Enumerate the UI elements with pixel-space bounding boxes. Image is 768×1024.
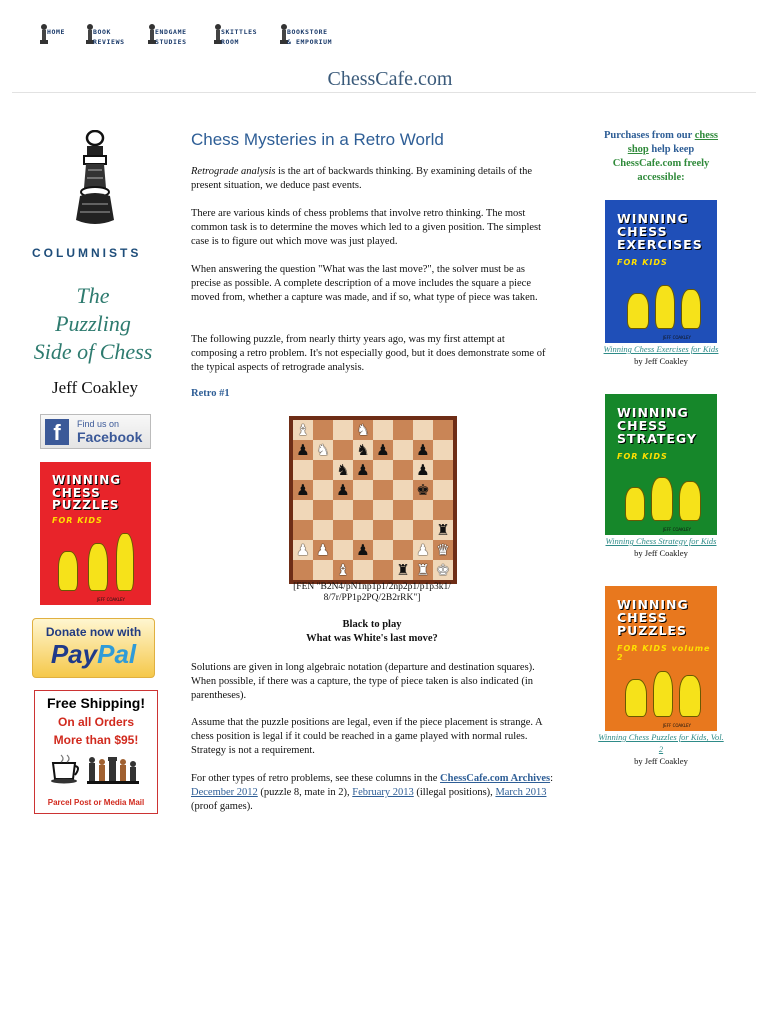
black-pawn-icon: ♟ bbox=[293, 480, 313, 500]
board-square bbox=[373, 520, 393, 540]
board-square bbox=[313, 480, 333, 500]
white-bishop-icon: ♝ bbox=[333, 560, 353, 580]
book-title: WINNING CHESS PUZZLES bbox=[617, 597, 689, 639]
board-square bbox=[433, 420, 453, 440]
puzzle-instruction: Black to play bbox=[342, 619, 402, 630]
book-cover-winning-chess-puzzles[interactable] bbox=[40, 462, 151, 605]
paypal-donate-label: Donate now with bbox=[45, 625, 142, 639]
board-square bbox=[313, 560, 333, 580]
article-paragraph: The following puzzle, from nearly thirty years ago, was my first attempt at composing a retro problem. It's not especially good, but it does demonstrate some of the typical aspects of retrograde analysis. bbox=[191, 334, 546, 373]
board-square bbox=[333, 540, 353, 560]
facebook-button-caption: Find us on bbox=[77, 419, 120, 429]
board-square bbox=[373, 500, 393, 520]
free-shipping-banner[interactable] bbox=[34, 690, 158, 814]
board-square bbox=[333, 520, 353, 540]
book-author: JEFF COAKLEY bbox=[662, 527, 691, 532]
nav-home-label: HOME bbox=[47, 28, 66, 36]
black-pawn-icon: ♟ bbox=[413, 460, 433, 480]
board-square bbox=[393, 440, 413, 460]
board-square bbox=[433, 500, 453, 520]
book-caption: Winning Chess Strategy for Kids by Jeff Coakley bbox=[598, 535, 724, 559]
black-king-icon: ♚ bbox=[413, 480, 433, 500]
nav-endgame-studies-label: ENDGAME STUDIES bbox=[155, 28, 187, 46]
board-square bbox=[293, 460, 313, 480]
book-link-winning-chess-puzzles-vol2[interactable]: Winning Chess Puzzles for Kids, Vol. 2 bbox=[598, 732, 724, 754]
black-pawn-icon: ♟ bbox=[333, 480, 353, 500]
board-square bbox=[373, 560, 393, 580]
board-square bbox=[413, 500, 433, 520]
board-square bbox=[313, 520, 333, 540]
board-square bbox=[433, 440, 453, 460]
book-link-winning-chess-exercises[interactable]: Winning Chess Exercises for Kids bbox=[603, 344, 719, 354]
paypal-logo: PayPal bbox=[50, 639, 137, 669]
board-square bbox=[333, 500, 353, 520]
archives-link[interactable]: ChessCafe.com Archives bbox=[440, 773, 551, 784]
article-title: Chess Mysteries in a Retro World bbox=[191, 130, 444, 149]
book-subtitle: FOR KIDS bbox=[52, 516, 103, 525]
black-rook-icon: ♜ bbox=[433, 520, 453, 540]
shipping-footnote: Parcel Post or Media Mail bbox=[47, 798, 145, 807]
nav-book-reviews-label: BOOK REVIEWS bbox=[93, 28, 125, 46]
site-logo[interactable]: ChessCafe.com bbox=[327, 68, 453, 90]
board-square bbox=[293, 500, 313, 520]
white-rook-icon: ♜ bbox=[413, 560, 433, 580]
december-2012-link[interactable]: December 2012 bbox=[191, 787, 258, 798]
black-pawn-icon: ♟ bbox=[373, 440, 393, 460]
white-pawn-icon: ♟ bbox=[413, 540, 433, 560]
cartoon-pieces-illustration bbox=[54, 531, 137, 591]
white-bishop-icon: ♝ bbox=[293, 420, 313, 440]
book-author: JEFF COAKLEY bbox=[96, 597, 125, 602]
puzzle-question: What was White's last move? bbox=[306, 633, 438, 644]
book-subtitle: FOR KIDS volume 2 bbox=[617, 644, 711, 662]
nav-bookstore-emporium-label: BOOKSTORE & EMPORIUM bbox=[287, 28, 333, 46]
black-pawn-icon: ♟ bbox=[353, 540, 373, 560]
board-square bbox=[373, 540, 393, 560]
black-pawn-icon: ♟ bbox=[293, 440, 313, 460]
coffee-cup-and-chess-pieces-icon bbox=[49, 753, 145, 785]
puzzle-label: Retro #1 bbox=[191, 388, 230, 399]
white-knight-icon: ♞ bbox=[313, 440, 333, 460]
shipping-line: More than $95! bbox=[53, 733, 139, 747]
board-square bbox=[393, 480, 413, 500]
article-paragraph: Retrograde analysis is the art of backwards thinking. By examining details of the present situation, we deduce past events. bbox=[191, 166, 533, 191]
book-cover-winning-chess-exercises[interactable] bbox=[605, 200, 717, 343]
shipping-headline: Free Shipping! bbox=[47, 695, 145, 711]
facebook-icon: f bbox=[45, 419, 69, 445]
book-author: JEFF COAKLEY bbox=[662, 335, 691, 340]
header-divider bbox=[12, 92, 756, 93]
board-square bbox=[313, 420, 333, 440]
book-title: WINNING CHESS STRATEGY bbox=[617, 405, 697, 447]
black-knight-icon: ♞ bbox=[333, 460, 353, 480]
board-square bbox=[373, 480, 393, 500]
fen-notation: [FEN "B2N4/pN1np1p1/2np2p1/p1p3k1/ 8/7r/PP1p2PQ/2B2rRK"] bbox=[293, 582, 451, 603]
article-paragraph-links: For other types of retro problems, see these columns in the ChessCafe.com Archives: December 2012 (puzzle 8, mate in 2), February 2013 (illegal positions), March 2013 (proof games). bbox=[191, 773, 553, 812]
board-square bbox=[293, 520, 313, 540]
board-square bbox=[393, 540, 413, 560]
facebook-button-label: Facebook bbox=[77, 429, 143, 445]
board-square bbox=[353, 500, 373, 520]
board-square bbox=[433, 460, 453, 480]
book-cover-winning-chess-puzzles-vol2[interactable] bbox=[605, 586, 717, 731]
black-knight-icon: ♞ bbox=[353, 440, 373, 460]
book-cover-winning-chess-strategy[interactable] bbox=[605, 394, 717, 535]
white-pawn-icon: ♟ bbox=[313, 540, 333, 560]
author-name: Jeff Coakley bbox=[51, 378, 139, 397]
board-square bbox=[293, 560, 313, 580]
cartoon-pieces-illustration bbox=[619, 657, 703, 717]
chess-king-icon bbox=[72, 130, 118, 230]
board-square bbox=[373, 460, 393, 480]
cartoon-pieces-illustration bbox=[619, 269, 703, 329]
facebook-button[interactable] bbox=[40, 414, 151, 449]
board-square bbox=[333, 420, 353, 440]
board-square bbox=[393, 420, 413, 440]
board-square bbox=[353, 480, 373, 500]
black-pawn-icon: ♟ bbox=[413, 440, 433, 460]
board-square bbox=[393, 520, 413, 540]
black-pawn-icon: ♟ bbox=[353, 460, 373, 480]
book-subtitle: FOR KIDS bbox=[617, 258, 668, 267]
board-square bbox=[413, 520, 433, 540]
shop-promo-text: Purchases from our chess shop help keep ChessCafe.com freely accessible: bbox=[603, 130, 719, 183]
board-square bbox=[353, 520, 373, 540]
article-paragraph: When answering the question "What was the last move?", the solver must be as precise as possible. A complete description of a move includes the square a piece moved from, whether a capture was made, and if so, what type of piece was taken. bbox=[191, 264, 538, 303]
book-title: WINNING CHESS PUZZLES bbox=[52, 473, 122, 513]
white-king-icon: ♚ bbox=[433, 560, 453, 580]
paypal-donate-button[interactable] bbox=[32, 618, 155, 678]
columnists-heading: COLUMNISTS bbox=[32, 246, 142, 260]
white-queen-icon: ♛ bbox=[433, 540, 453, 560]
book-author: JEFF COAKLEY bbox=[662, 723, 691, 728]
column-title: The Puzzling Side of Chess bbox=[33, 283, 153, 364]
black-rook-icon: ♜ bbox=[393, 560, 413, 580]
book-link-winning-chess-strategy[interactable]: Winning Chess Strategy for Kids bbox=[605, 536, 717, 546]
february-2013-link[interactable]: February 2013 bbox=[352, 787, 414, 798]
board-square bbox=[353, 560, 373, 580]
chess-board-diagram bbox=[289, 416, 457, 584]
article-paragraph: Solutions are given in long algebraic notation (departure and destination squares). When possible, if there was a capture, the type of piece taken is also indicated (in parentheses). bbox=[191, 662, 535, 701]
board-square bbox=[313, 460, 333, 480]
book-title: WINNING CHESS EXERCISES bbox=[617, 211, 703, 253]
board-square bbox=[433, 480, 453, 500]
book-caption: Winning Chess Puzzles for Kids, Vol. 2 by Jeff Coakley bbox=[598, 732, 724, 766]
cartoon-pieces-illustration bbox=[619, 461, 703, 521]
chess-shop-link[interactable]: chess shop bbox=[627, 130, 719, 155]
article-paragraph: Assume that the puzzle positions are legal, even if the piece placement is strange. A chess position is legal if it could be reached in a game played with normal rules. Strategy is not a requirement. bbox=[191, 717, 543, 756]
board-square bbox=[313, 500, 333, 520]
board-square bbox=[393, 500, 413, 520]
shipping-line: On all Orders bbox=[57, 715, 135, 729]
board-square bbox=[373, 420, 393, 440]
book-subtitle: FOR KIDS bbox=[617, 452, 668, 461]
white-pawn-icon: ♟ bbox=[293, 540, 313, 560]
board-square bbox=[393, 460, 413, 480]
article-paragraph: There are various kinds of chess problems that involve retro thinking. The most common task is to determine the moves which led to a given position. The simplest case is to figure out which move was just played. bbox=[191, 208, 542, 247]
nav-skittles-room-label: SKITTLES ROOM bbox=[221, 28, 258, 46]
march-2013-link[interactable]: March 2013 bbox=[495, 787, 547, 798]
board-square bbox=[413, 420, 433, 440]
book-caption: Winning Chess Exercises for Kids by Jeff Coakley bbox=[598, 343, 724, 367]
board-square bbox=[333, 440, 353, 460]
white-knight-icon: ♞ bbox=[353, 420, 373, 440]
